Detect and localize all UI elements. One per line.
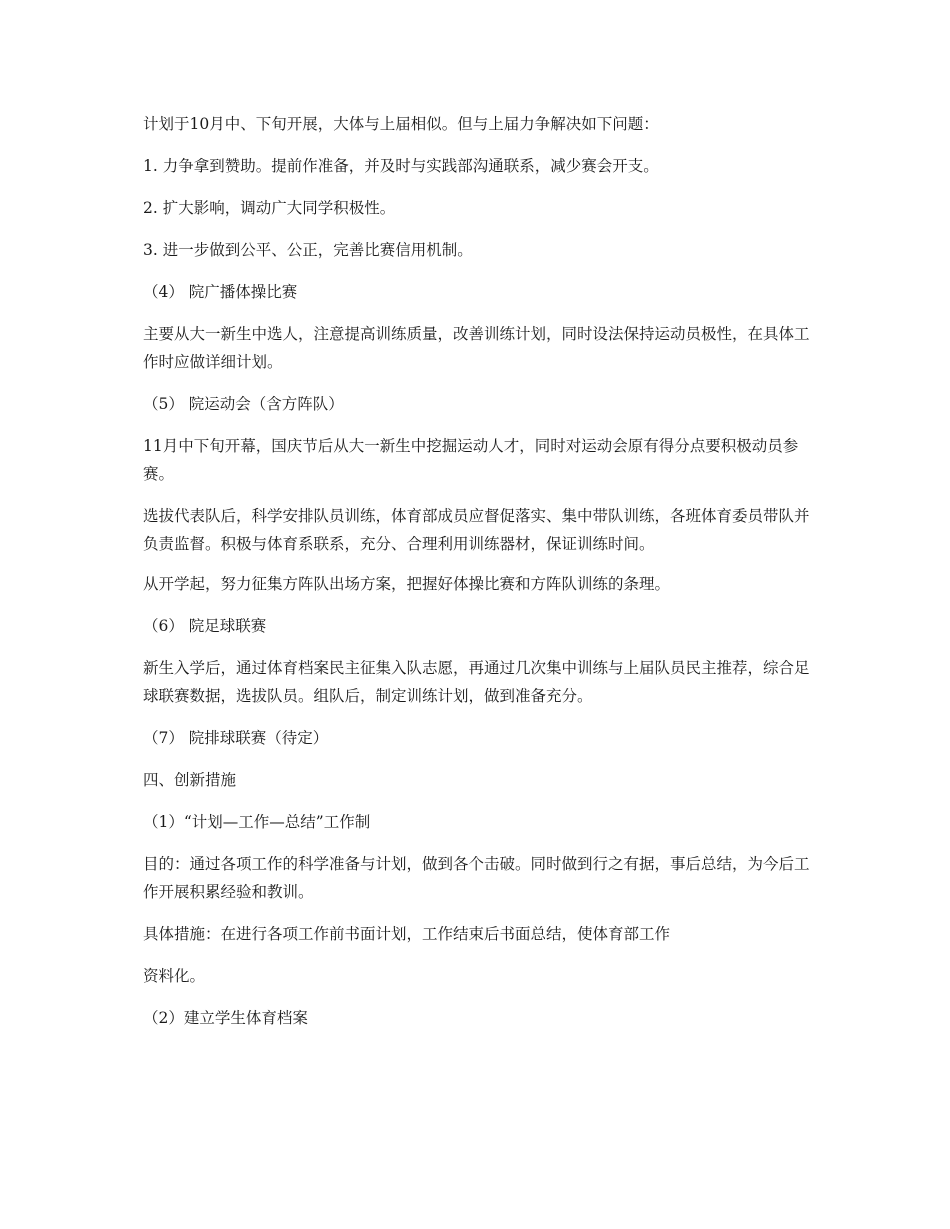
- paragraph-team-training: 选拔代表队后，科学安排队员训练，体育部成员应督促落实、集中带队训练，各班体育委员带队并负责监督。积极与体育系联系，充分、合理利用训练器材，保证训练时间。: [143, 507, 810, 553]
- heading-sports-meet: （5） 院运动会（含方阵队）: [143, 395, 344, 413]
- heading-work-system: （1）“计划—工作—总结”工作制: [143, 813, 371, 831]
- heading-volleyball-league: （7） 院排球联赛（待定）: [143, 729, 329, 747]
- paragraph-purpose: 目的：通过各项工作的科学准备与计划，做到各个击破。同时做到行之有据，事后总结，为今后工作开展积累经验和教训。: [143, 855, 810, 901]
- paragraph-phalanx-plan: 从开学起，努力征集方阵队出场方案，把握好体操比赛和方阵队训练的条理。: [143, 575, 671, 593]
- paragraph-schedule-intro: 计划于10月中、下旬开展，大体与上届相似。但与上届力争解决如下问题：: [143, 115, 659, 133]
- heading-broadcast-gymnastics: （4） 院广播体操比赛: [143, 283, 298, 301]
- heading-sports-archive: （2）建立学生体育档案: [143, 1009, 308, 1027]
- paragraph-gymnastics-detail: 主要从大一新生中选人，注意提高训练质量，改善训练计划，同时设法保持运动员极性，在具体工作时应做详细计划。: [143, 325, 810, 371]
- paragraph-measures: 具体措施：在进行各项工作前书面计划，工作结束后书面总结，使体育部工作: [143, 925, 671, 943]
- list-item-sponsorship: 1. 力争拿到赞助。提前作准备，并及时与实践部沟通联系，减少赛会开支。: [143, 157, 659, 175]
- paragraph-football-detail: 新生入学后，通过体育档案民主征集入队志愿，再通过几次集中训练与上届队员民主推荐，综合足球联赛数据，选拔队员。组队后，制定训练计划，做到准备充分。: [143, 659, 810, 705]
- heading-football-league: （6） 院足球联赛: [143, 617, 267, 635]
- list-item-influence: 2. 扩大影响，调动广大同学积极性。: [143, 199, 396, 217]
- list-item-fairness: 3. 进一步做到公平、公正，完善比赛信用机制。: [143, 241, 473, 259]
- section-heading-innovation: 四、创新措施: [143, 771, 237, 789]
- paragraph-sports-meet-schedule: 11月中下旬开幕，国庆节后从大一新生中挖掘运动人才，同时对运动会原有得分点要积极动员参赛。: [143, 437, 799, 483]
- paragraph-measures-continued: 资料化。: [143, 967, 206, 985]
